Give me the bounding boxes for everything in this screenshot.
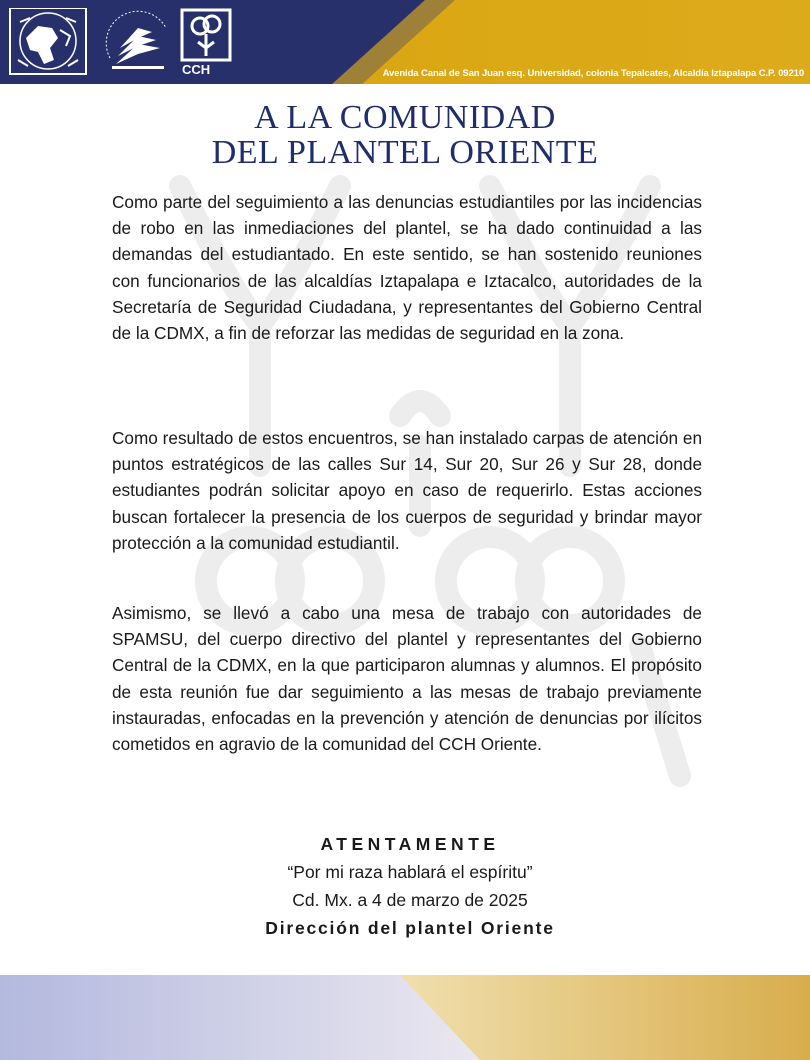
body-paragraph-3: Asimismo, se llevó a cabo una mesa de trabajo con autoridades de SPAMSU, del cuerpo directivo del plantel y representantes del Gobierno Central de la CDMX, en la que participaron alumnas y alumnos. El propósito de esta reunión fue dar seguimiento a las mesas de trabajo previamente instauradas, enfocadas en la prevención y atención de denuncias por ilícitos cometidos en agravio de la comunidad del CCH Oriente. <box>112 603 702 755</box>
motto-text: “Por mi raza hablará el espíritu” <box>287 862 533 882</box>
cch-oriente-tree-logo-icon <box>178 8 238 76</box>
footer-band <box>0 975 810 1060</box>
title-line-1: A LA COMUNIDAD <box>254 99 556 136</box>
title-line-2: DEL PLANTEL ORIENTE <box>211 134 599 171</box>
place-date-text: Cd. Mx. a 4 de marzo de 2025 <box>292 890 528 910</box>
page-title <box>0 100 810 170</box>
body-paragraph-2: Como resultado de estos encuentros, se han instalado carpas de atención en puntos estratégicos de las calles Sur 14, Sur 20, Sur 26 y Sur 28, donde estudiantes podrán solicitar apoyo en caso de requerirlo. Estas acciones buscan fortalecer la presencia de los cuerpos de seguridad y brindar mayor protección a la comunidad estudiantil. <box>112 428 702 553</box>
closing-block <box>0 830 810 942</box>
address-text: Avenida Canal de San Juan esq. Universidad, colonia Tepalcates, Alcaldía Iztapalapa C.P. 09210 <box>382 68 804 79</box>
svg-text:CCH: CCH <box>182 62 211 76</box>
signoff-text: ATENTAMENTE <box>320 834 500 854</box>
colegio-de-ciencias-y-humanidades-logo-icon <box>102 8 174 76</box>
footer-background <box>0 975 810 1060</box>
unam-seal-icon <box>8 8 88 76</box>
header-banner <box>0 0 810 86</box>
department-signature: Dirección del plantel Oriente <box>265 918 555 938</box>
body-paragraph-1: Como parte del seguimiento a las denuncias estudiantiles por las incidencias de robo en las inmediaciones del plantel, se ha dado continuidad a las demandas del estudiantado. En este sentido, se han sostenido reuniones con funcionarios de las alcaldías Iztapalapa e Iztacalco, autoridades de la Secretaría de Seguridad Ciudadana, y representantes del Gobierno Central de la CDMX, a fin de reforzar las medidas de seguridad en la zona. <box>112 192 702 344</box>
